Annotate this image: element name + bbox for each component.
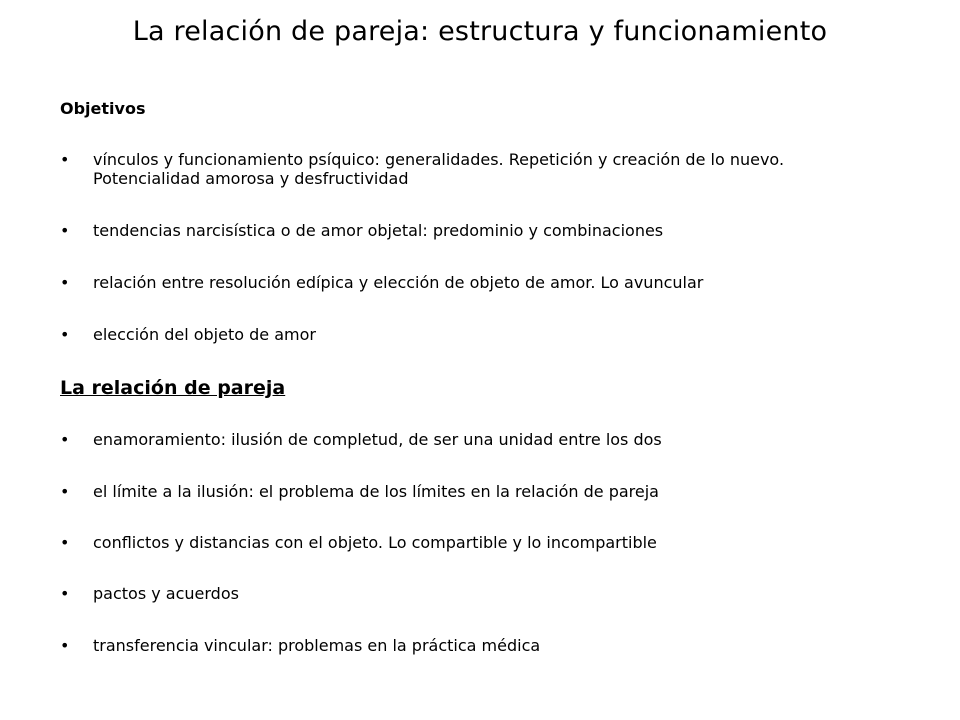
- bullet-icon: •: [60, 325, 70, 344]
- relation-text-1: enamoramiento: ilusión de completud, de ser una unidad entre los dos: [93, 430, 662, 449]
- relation-text-5: transferencia vincular: problemas en la práctica médica: [93, 636, 541, 655]
- objective-text-2: tendencias narcisística o de amor objetal: predominio y combinaciones: [93, 221, 664, 240]
- relation-text-2: el límite a la ilusión: el problema de los límites en la relación de pareja: [93, 482, 659, 501]
- objective-item-1: [60, 150, 880, 188]
- bullet-icon: •: [60, 482, 70, 501]
- objective-item-3: [60, 273, 880, 292]
- relation-item-3: [60, 533, 880, 552]
- bullet-icon: •: [60, 273, 70, 292]
- relation-item-2: [60, 482, 880, 501]
- bullet-icon: •: [60, 221, 70, 240]
- bullet-icon: •: [60, 150, 70, 169]
- objective-item-2: [60, 221, 880, 240]
- bullet-icon: •: [60, 430, 70, 449]
- objective-text-1: vínculos y funcionamiento psíquico: generalidades. Repetición y creación de lo nuevo. Potencialidad amorosa y desfructividad: [93, 150, 785, 188]
- objectives-heading: Objetivos: [60, 99, 146, 118]
- bullet-icon: •: [60, 636, 70, 655]
- objective-item-4: [60, 325, 880, 344]
- relation-heading: La relación de pareja: [60, 377, 286, 399]
- relation-item-4: [60, 584, 880, 603]
- objective-text-3: relación entre resolución edípica y elección de objeto de amor. Lo avuncular: [93, 273, 704, 292]
- relation-text-4: pactos y acuerdos: [93, 584, 239, 603]
- slide-title: La relación de pareja: estructura y funcionamiento: [132, 16, 828, 47]
- bullet-icon: •: [60, 584, 70, 603]
- relation-item-1: [60, 430, 880, 449]
- objective-text-4: elección del objeto de amor: [93, 325, 316, 344]
- relation-item-5: [60, 636, 880, 655]
- bullet-icon: •: [60, 533, 70, 552]
- relation-text-3: conflictos y distancias con el objeto. Lo compartible y lo incompartible: [93, 533, 657, 552]
